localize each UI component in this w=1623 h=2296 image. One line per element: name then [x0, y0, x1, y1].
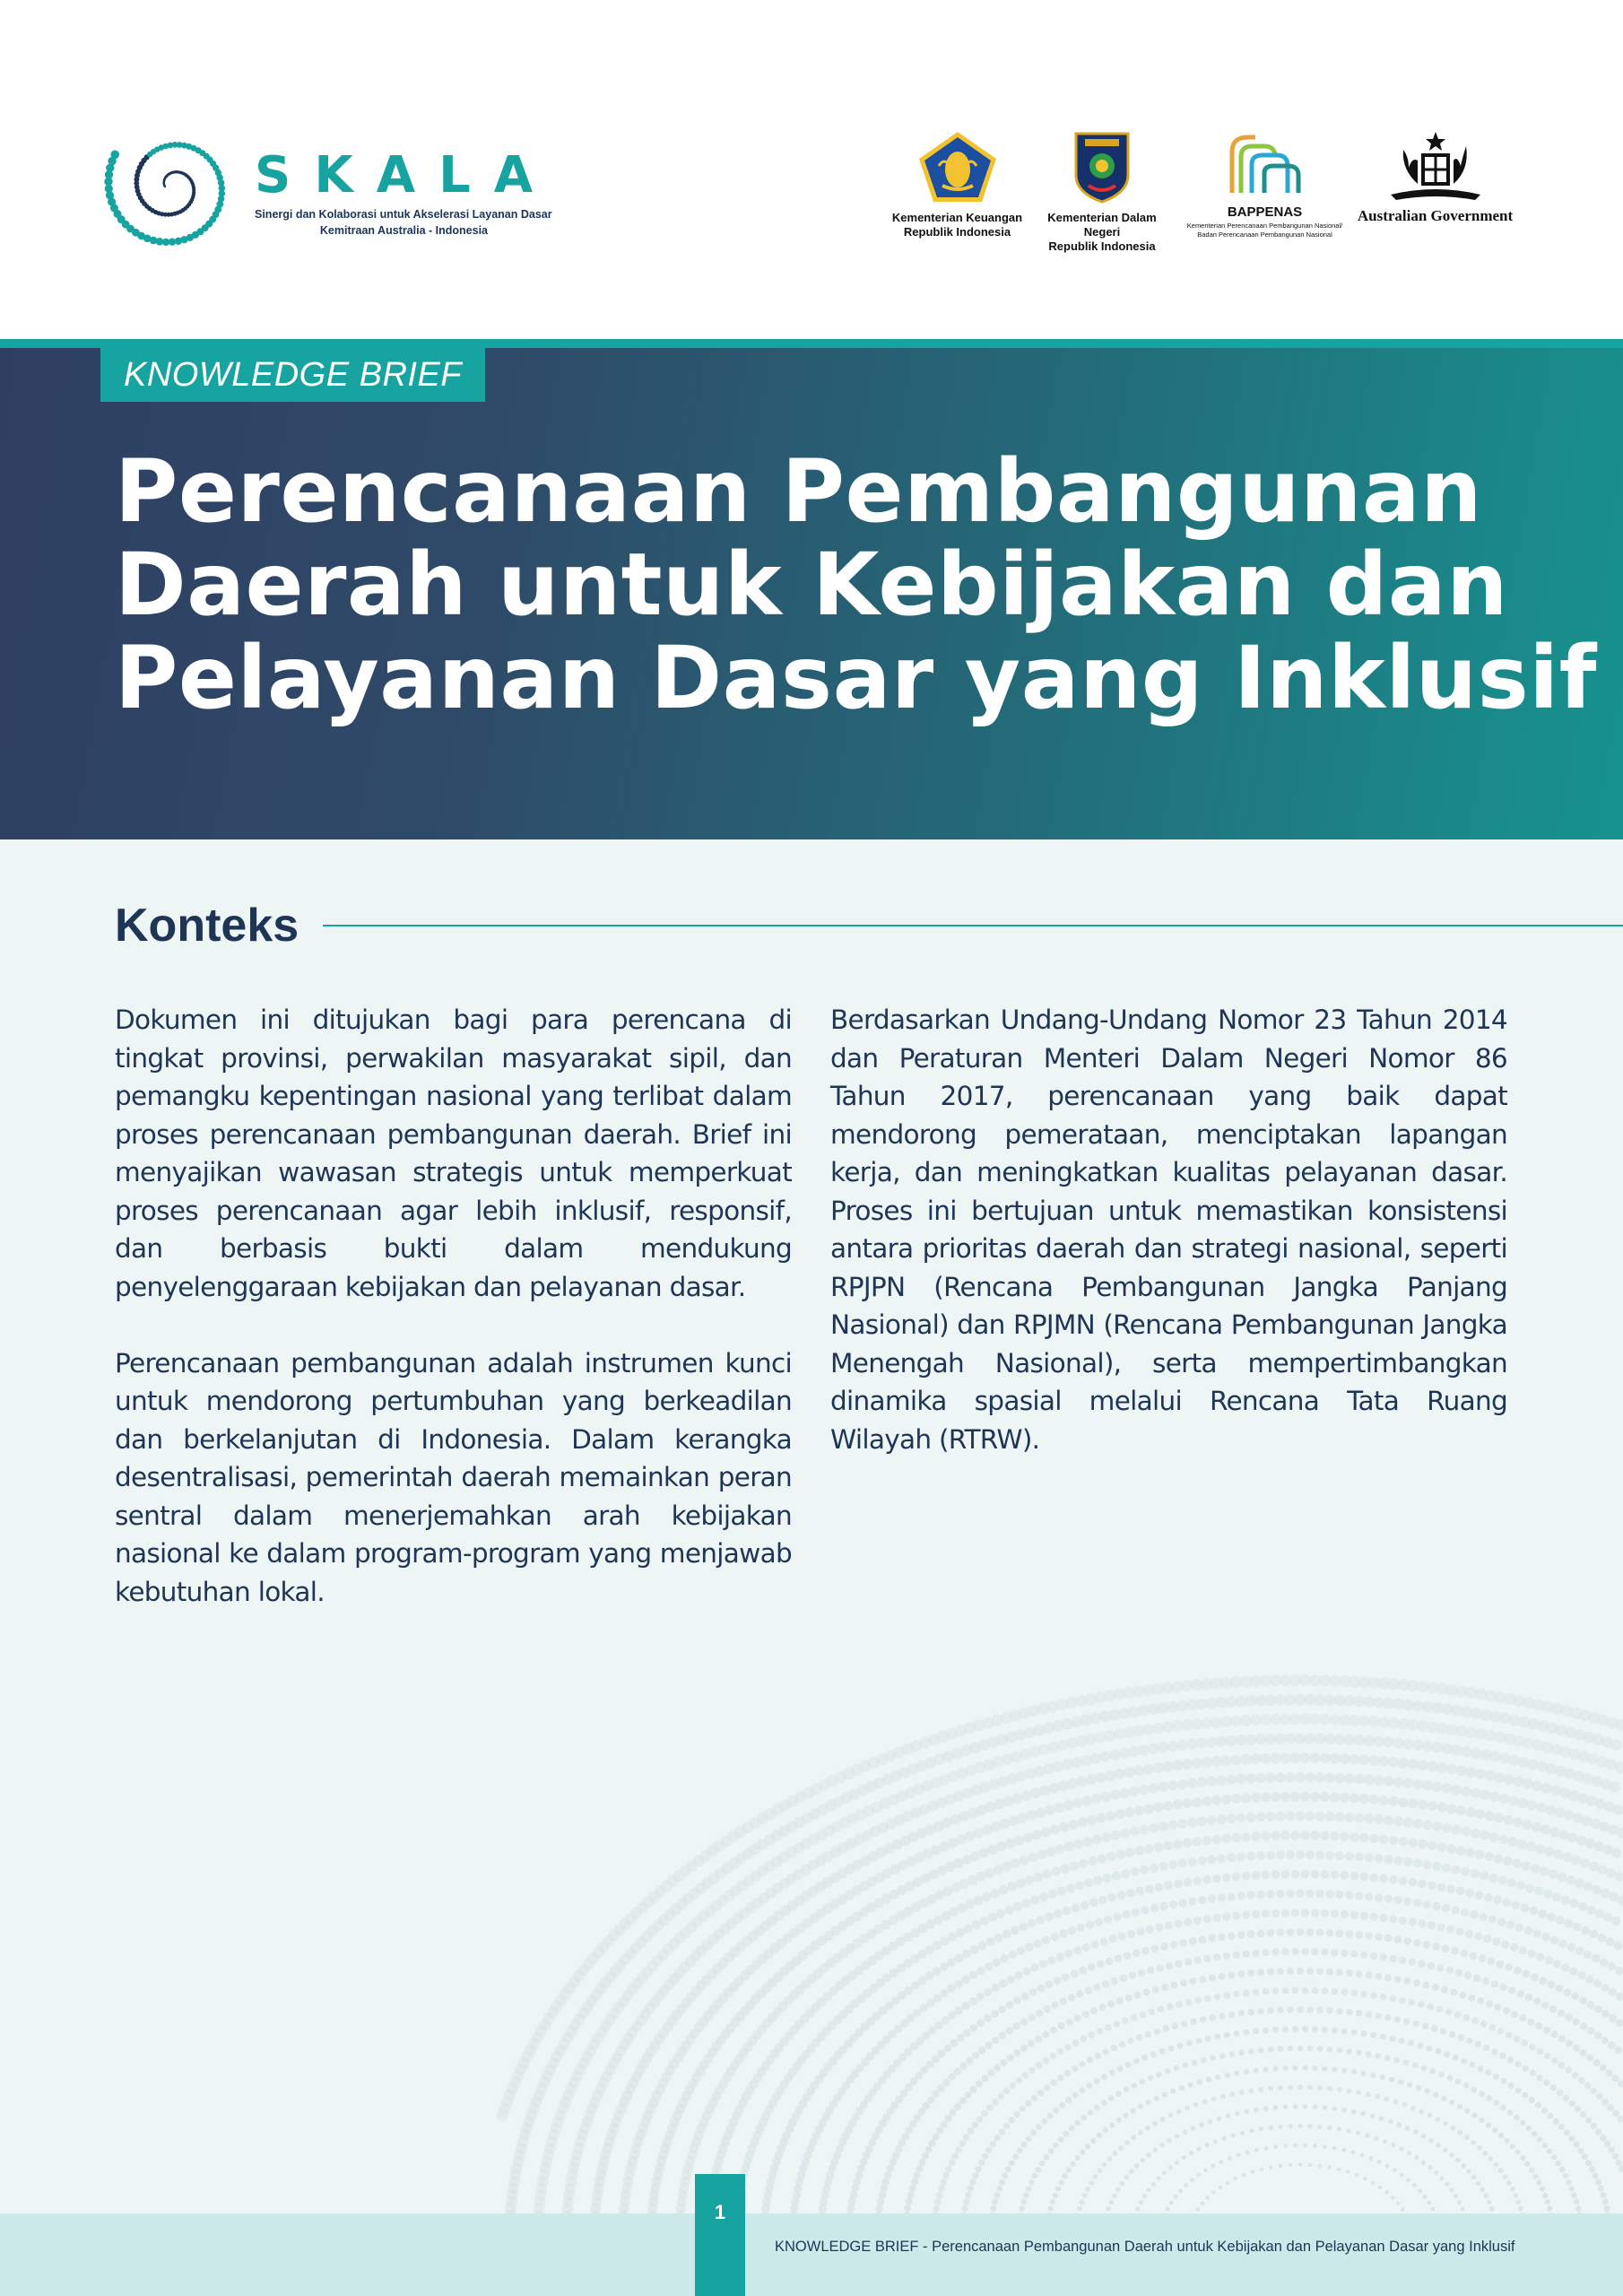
australian-government-label: Australian Government [1357, 207, 1514, 224]
footer-running-title: KNOWLEDGE BRIEF - Perencanaan Pembangunan Daerah untuk Kebijakan dan Pelayanan Dasar yang Inklusif [775, 2239, 1515, 2255]
kemendagri-emblem-icon [1071, 130, 1133, 204]
skala-tagline: Sinergi dan Kolaborasi untuk Akselerasi Layanan Dasar [255, 208, 552, 221]
title-line-1: Perencanaan Pembangunan [115, 441, 1482, 542]
title-line-3: Pelayanan Dasar yang Inklusif [115, 628, 1597, 728]
skala-wordmark: SKALA [255, 146, 557, 204]
knowledge-brief-tag: KNOWLEDGE BRIEF [100, 348, 485, 402]
bappenas-name: BAPPENAS [1227, 204, 1303, 220]
partner-kemenkeu-line1: Kementerian Keuangan [891, 211, 1023, 224]
paragraph: Perencanaan pembangunan adalah instrumen kunci untuk mendorong pertumbuhan yang berkeadilan dan berkelanjutan di Indonesia. Dalam kerangka desentralisasi, pemerintah daerah memainkan peran sentral dalam menerjemahkan arah kebijakan nasional ke dalam program-program yang menjawab kebutuhan lokal. [115, 1347, 792, 1607]
australia-coat-of-arms-icon [1382, 130, 1489, 205]
bappenas-emblem-icon [1225, 130, 1306, 200]
partner-kemenkeu [888, 130, 1027, 239]
skala-partnership: Kemitraan Australia - Indonesia [319, 224, 488, 237]
body-column-left [115, 1001, 792, 1611]
hero-accent-line [0, 339, 1623, 348]
partner-kemendagri [1029, 130, 1175, 254]
page-title [115, 441, 1597, 728]
bappenas-line1: Kementerian Perencanaan Pembangunan Nasional/ [1186, 222, 1343, 230]
page-header [0, 0, 1623, 339]
partner-kemendagri-line1: Kementerian Dalam Negeri [1047, 211, 1157, 239]
skala-logo [100, 115, 557, 267]
partner-australian-government [1352, 130, 1518, 223]
bappenas-line2: Badan Perencanaan Pembangunan Nasional [1197, 230, 1332, 239]
paragraph: Berdasarkan Undang-Undang Nomor 23 Tahun 2014 dan Peraturan Menteri Dalam Negeri Nomor 86 Tahun 2017, perencanaan yang baik dapat mendorong pemerataan, menciptakan lapangan kerja, dan meningkatkan kualitas pelayanan dasar. Proses ini bertujuan untuk memastikan konsistensi antara prioritas daerah dan strategi nasional, seperti RPJPN (Rencana Pembangunan Jangka Panjang Nasional) dan RPJMN (Rencana Pembangunan Jangka Menengah Nasional), serta mempertimbangkan dinamika spasial melalui Rencana Tata Ruang Wilayah (RTRW). [830, 1004, 1507, 1455]
partner-kemendagri-line2: Republik Indonesia [1048, 239, 1156, 253]
partner-kemenkeu-line2: Republik Indonesia [903, 225, 1011, 239]
title-line-2: Daerah untuk Kebijakan dan [115, 535, 1509, 635]
partner-bappenas [1182, 130, 1348, 239]
body-column-right [830, 1001, 1507, 1458]
page-number: 1 [695, 2174, 745, 2296]
hero-banner [0, 348, 1623, 839]
paragraph: Dokumen ini ditujukan bagi para perencana di tingkat provinsi, perwakilan masyarakat sipil, dan pemangku kepentingan nasional yang terlibat dalam proses perencanaan pembangunan daerah. Brief ini menyajikan wawasan strategis untuk memperkuat proses perencanaan agar lebih inklusif, responsif, dan berbasis bukti dalam mendukung penyelenggaraan kebijakan dan pelayanan dasar. [115, 1004, 792, 1302]
section-divider [323, 925, 1623, 926]
skala-spiral-icon [100, 115, 244, 258]
kemenkeu-emblem-icon [917, 130, 998, 204]
section-heading: Konteks [115, 900, 299, 952]
decorative-dot-pattern [0, 1668, 1623, 2215]
